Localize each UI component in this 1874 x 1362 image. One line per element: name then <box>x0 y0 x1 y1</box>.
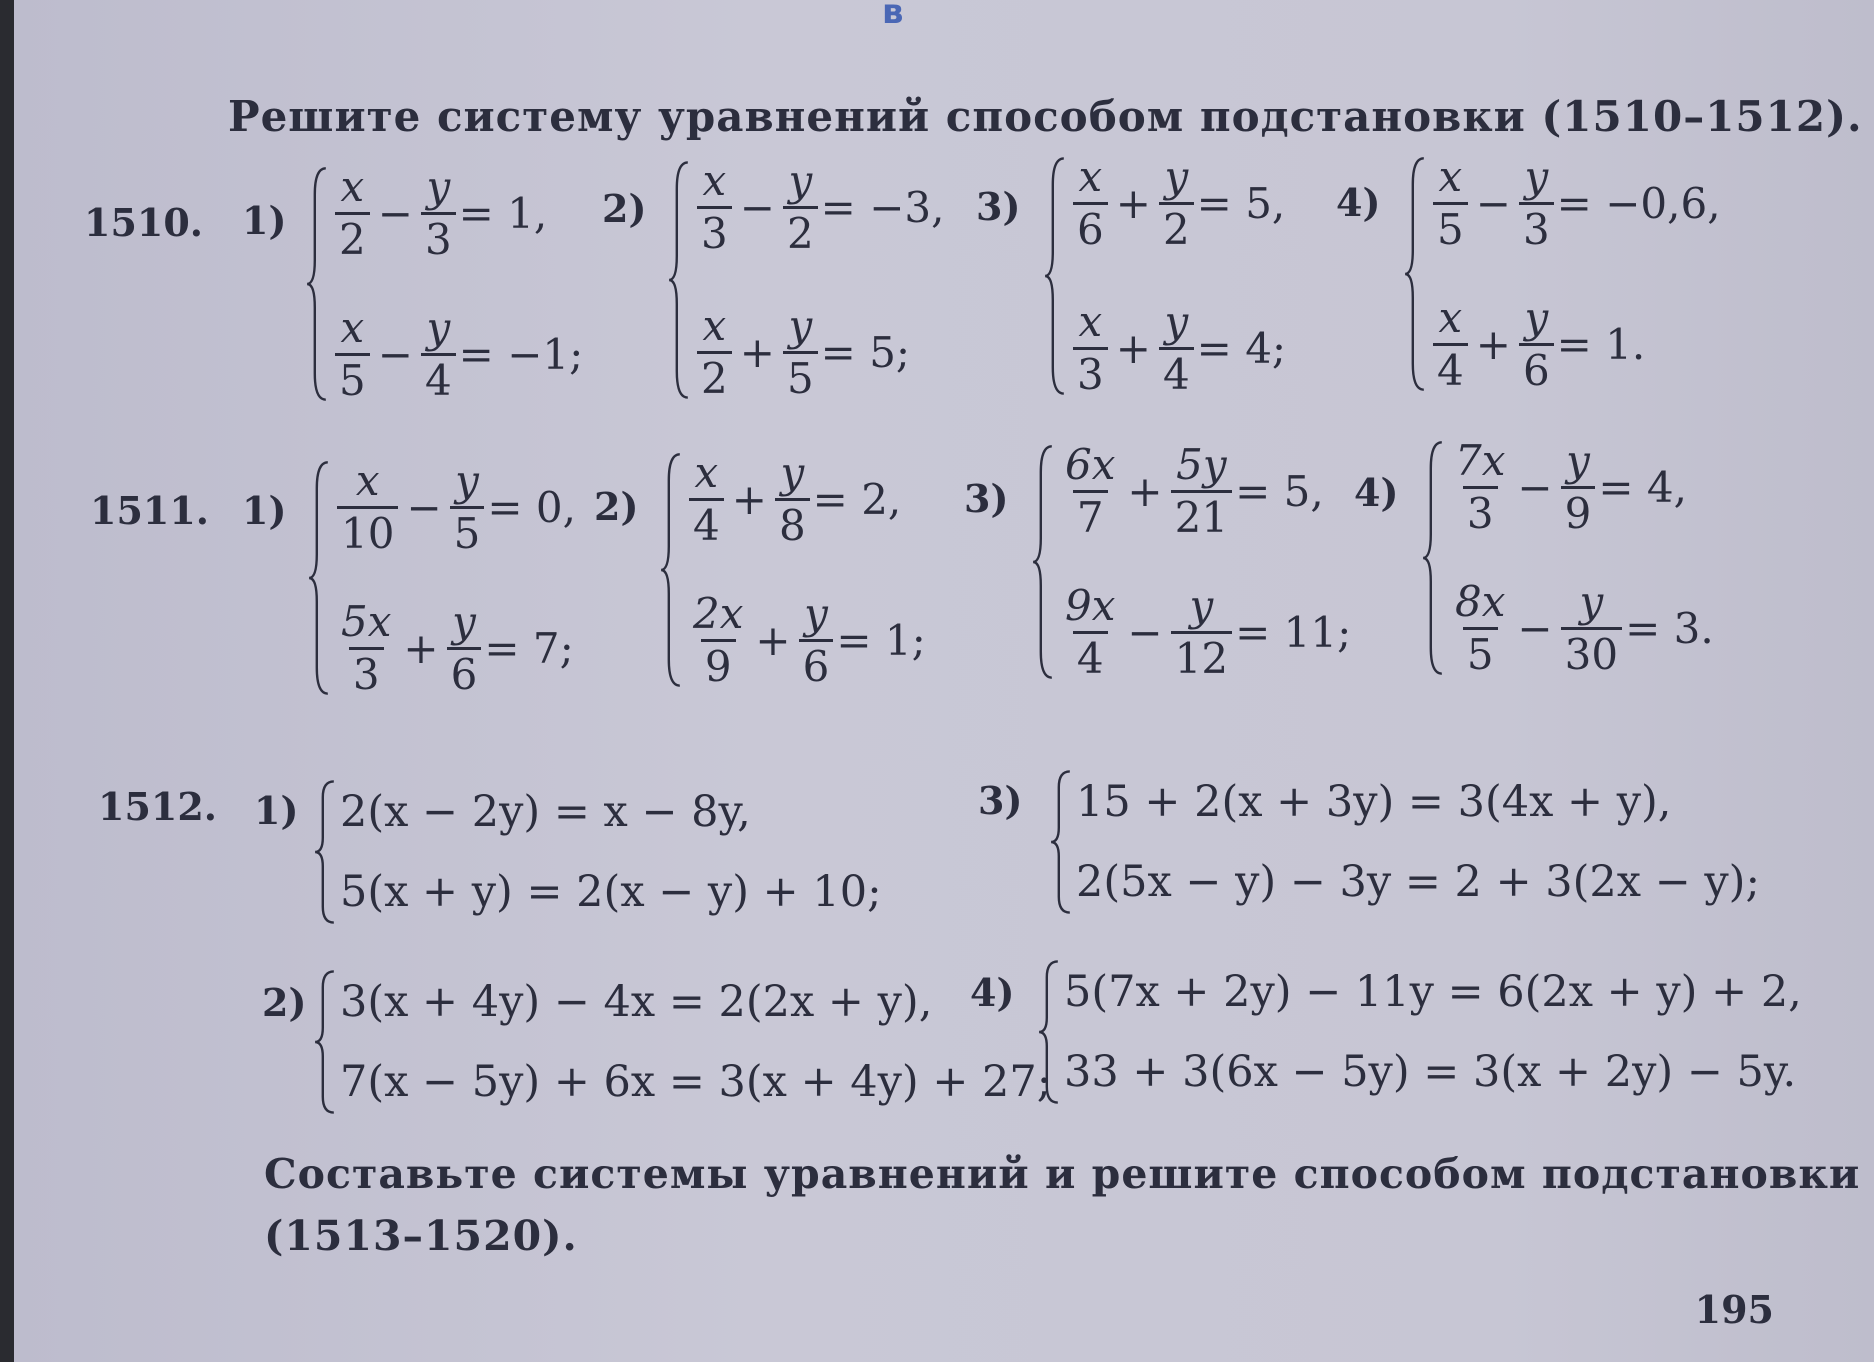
section-heading-range: (1513–1520). <box>264 1212 578 1260</box>
brace-icon <box>314 780 336 924</box>
equation-row: $\frac{x}{3}$ + $\frac{y}{4}$ = 4; <box>1070 301 1286 396</box>
equation-row: 2(x − 2y) = x − 8y, <box>340 786 751 837</box>
equation-row: 2(5x − y) − 3y = 2 + 3(2x − y); <box>1076 856 1760 907</box>
equation-row: $\frac{6x}{7}$ + $\frac{5y}{21}$ = 5, <box>1065 440 1324 542</box>
problem-number-1511: 1511. <box>90 488 209 533</box>
brace-icon <box>314 970 336 1114</box>
equation-row: 15 + 2(x + 3y) = 3(4x + y), <box>1076 776 1672 827</box>
equation-row: 33 + 3(6x − 5y) = 3(x + 2y) − 5y. <box>1064 1046 1797 1097</box>
equation-system <box>1050 770 1760 914</box>
item-label: 4) <box>1336 180 1381 225</box>
brace-icon <box>1038 960 1060 1104</box>
item-label: 4) <box>970 970 1015 1015</box>
item-label: 1) <box>242 488 287 533</box>
equation-row: 5(x + y) = 2(x − y) + 10; <box>340 866 882 917</box>
equation-system <box>1038 960 1802 1104</box>
equation-row: $\frac{x}{5}$ − $\frac{y}{3}$ = −0,6, <box>1430 156 1721 251</box>
item-label: 3) <box>964 476 1009 521</box>
equation-row: $\frac{x}{2}$ − $\frac{y}{3}$ = 1, <box>332 166 583 261</box>
brace-icon <box>1404 156 1426 392</box>
equation-row: $\frac{7x}{3}$ − $\frac{y}{9}$ = 4, <box>1455 436 1687 538</box>
equation-system <box>1404 152 1721 395</box>
equation-system <box>660 448 926 691</box>
problem-number-1512: 1512. <box>98 784 217 829</box>
item-label: 2) <box>602 186 647 231</box>
equation-system <box>668 156 945 403</box>
equation-row: $\frac{x}{6}$ + $\frac{y}{2}$ = 5, <box>1070 156 1286 251</box>
equation-system <box>1044 152 1287 399</box>
item-label: 3) <box>978 778 1023 823</box>
brace-icon <box>668 160 690 400</box>
brace-icon <box>1044 156 1066 396</box>
textbook-page <box>14 0 1874 1362</box>
section-heading: Составьте системы уравнений и решите способом подстановки <box>264 1150 1861 1198</box>
equation-system <box>308 456 577 699</box>
equation-system <box>1032 440 1352 683</box>
equation-system <box>1422 436 1714 679</box>
equation-row: $\frac{x}{3}$ − $\frac{y}{2}$ = −3, <box>694 160 944 255</box>
equation-row: $\frac{x}{4}$ + $\frac{y}{8}$ = 2, <box>686 452 926 547</box>
item-label: 2) <box>594 484 639 529</box>
equation-row: $\frac{x}{10}$ − $\frac{y}{5}$ = 0, <box>334 460 576 555</box>
brace-icon <box>1422 440 1444 676</box>
brace-icon <box>1032 444 1054 680</box>
item-label: 3) <box>976 184 1021 229</box>
top-mark: в <box>882 0 904 32</box>
item-label: 1) <box>242 198 287 243</box>
item-label: 4) <box>1354 470 1399 515</box>
equation-system <box>306 162 584 405</box>
equation-row: 3(x + 4y) − 4x = 2(2x + y), <box>340 976 933 1027</box>
equation-row: $\frac{x}{4}$ + $\frac{y}{6}$ = 1. <box>1430 297 1721 392</box>
equation-row: $\frac{8x}{5}$ − $\frac{y}{30}$ = 3. <box>1455 577 1714 679</box>
equation-row: $\frac{x}{2}$ + $\frac{y}{5}$ = 5; <box>694 305 944 400</box>
equation-row: 5(7x + 2y) − 11y = 6(2x + y) + 2, <box>1064 966 1802 1017</box>
brace-icon <box>306 166 328 402</box>
equation-system <box>314 970 1051 1114</box>
brace-icon <box>660 452 682 688</box>
brace-icon <box>308 460 330 696</box>
problem-number-1510: 1510. <box>84 200 203 245</box>
brace-icon <box>1050 770 1072 914</box>
item-label: 1) <box>254 788 299 833</box>
section-heading: Решите систему уравнений способом подстановки (1510–1512). <box>228 92 1863 141</box>
equation-row: $\frac{2x}{9}$ + $\frac{y}{6}$ = 1; <box>693 589 926 691</box>
equation-row: 7(x − 5y) + 6x = 3(x + 4y) + 27; <box>340 1056 1052 1107</box>
equation-row: $\frac{5x}{3}$ + $\frac{y}{6}$ = 7; <box>341 597 574 699</box>
item-label: 2) <box>262 980 307 1025</box>
page-number: 195 <box>1694 1287 1774 1332</box>
equation-row: $\frac{x}{5}$ − $\frac{y}{4}$ = −1; <box>332 307 583 402</box>
equation-system <box>314 780 882 924</box>
equation-row: $\frac{9x}{4}$ − $\frac{y}{12}$ = 11; <box>1065 581 1352 683</box>
